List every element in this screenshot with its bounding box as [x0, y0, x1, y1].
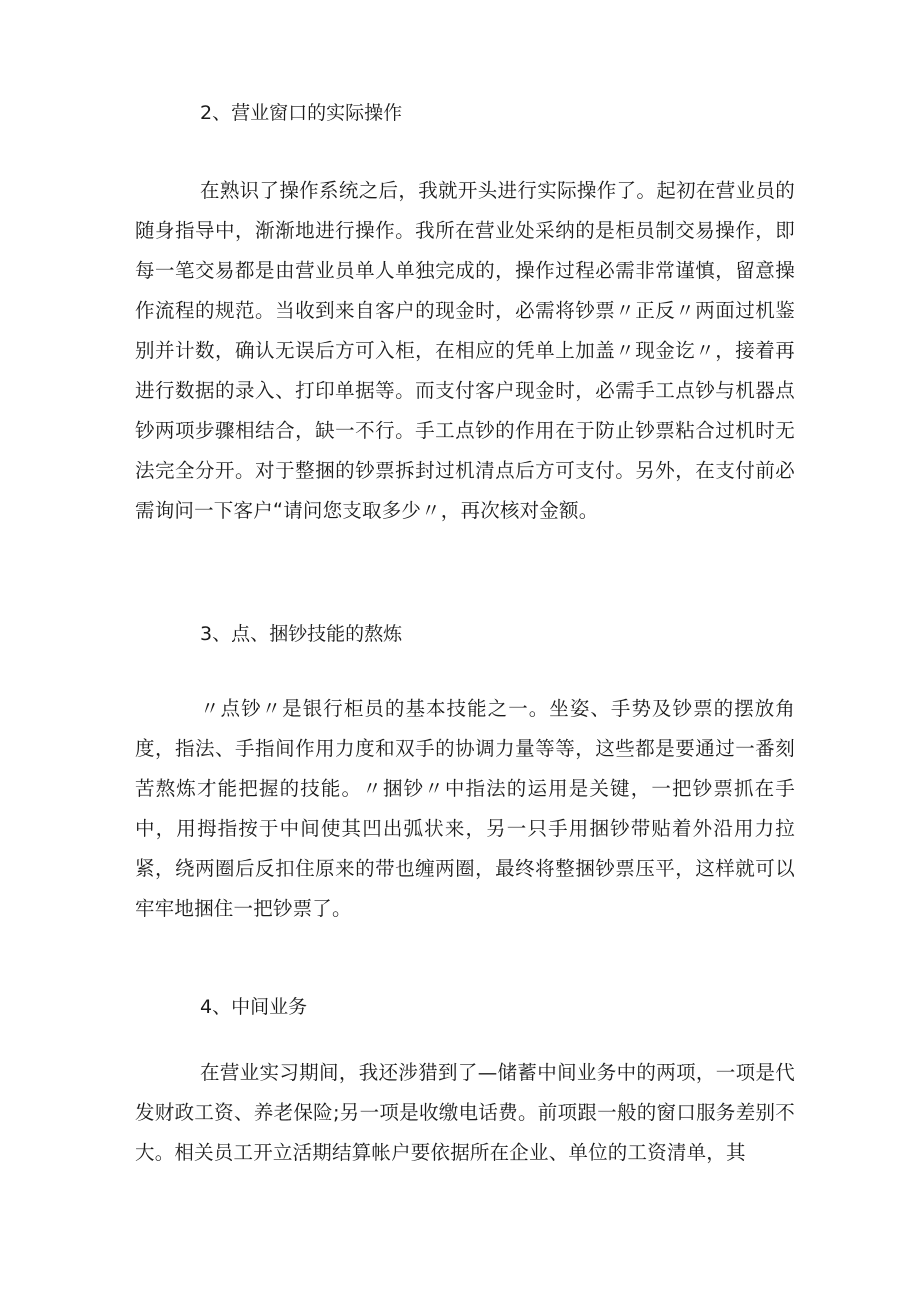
section-heading: 2、营业窗口的实际操作 [200, 102, 403, 124]
section-heading: 3、点、捆钞技能的熬炼 [200, 623, 403, 645]
section-heading: 4、中间业务 [200, 996, 308, 1018]
section-paragraph: 〃点钞〃是银行柜员的基本技能之一。坐姿、手势及钞票的摆放角度，指法、手指间作用力度和双手的协调力量等等，这些都是要通过一番刻苦熬炼才能把握的技能。〃捆钞〃中指法的运用是关键，一把钞票抓在手中，用拇指按于中间使其凹出弧状来，另一只手用捆钞带贴着外沿用力拉紧，绕两圈后反扣住原来的带也缠两圈，最终将整捆钞票压平，这样就可以牢牢地捆住一把钞票了。 [135, 697, 795, 920]
section-paragraph: 在营业实习期间，我还涉猎到了—储蓄中间业务中的两项，一项是代发财政工资、养老保险;另一项是收缴电话费。前项跟一般的窗口服务差别不大。相关员工开立活期结算帐户要依据所在企业、单位的工资清单，其 [135, 1061, 795, 1164]
section-paragraph: 在熟识了操作系统之后，我就开头进行实际操作了。起初在营业员的随身指导中，渐渐地进行操作。我所在营业处采纳的是柜员制交易操作，即每一笔交易都是由营业员单人单独完成的，操作过程必需非常谨慎，留意操作流程的规范。当收到来自客户的现金时，必需将钞票〃正反〃两面过机鉴别并计数，确认无误后方可入柜，在相应的凭单上加盖〃现金讫〃，接着再进行数据的录入、打印单据等。而支付客户现金时，必需手工点钞与机器点钞两项步骤相结合，缺一不行。手工点钞的作用在于防止钞票粘合过机时无法完全分开。对于整捆的钞票拆封过机清点后方可支付。另外，在支付前必需询问一下客户“请问您支取多少〃，再次核对金额。 [135, 179, 795, 522]
